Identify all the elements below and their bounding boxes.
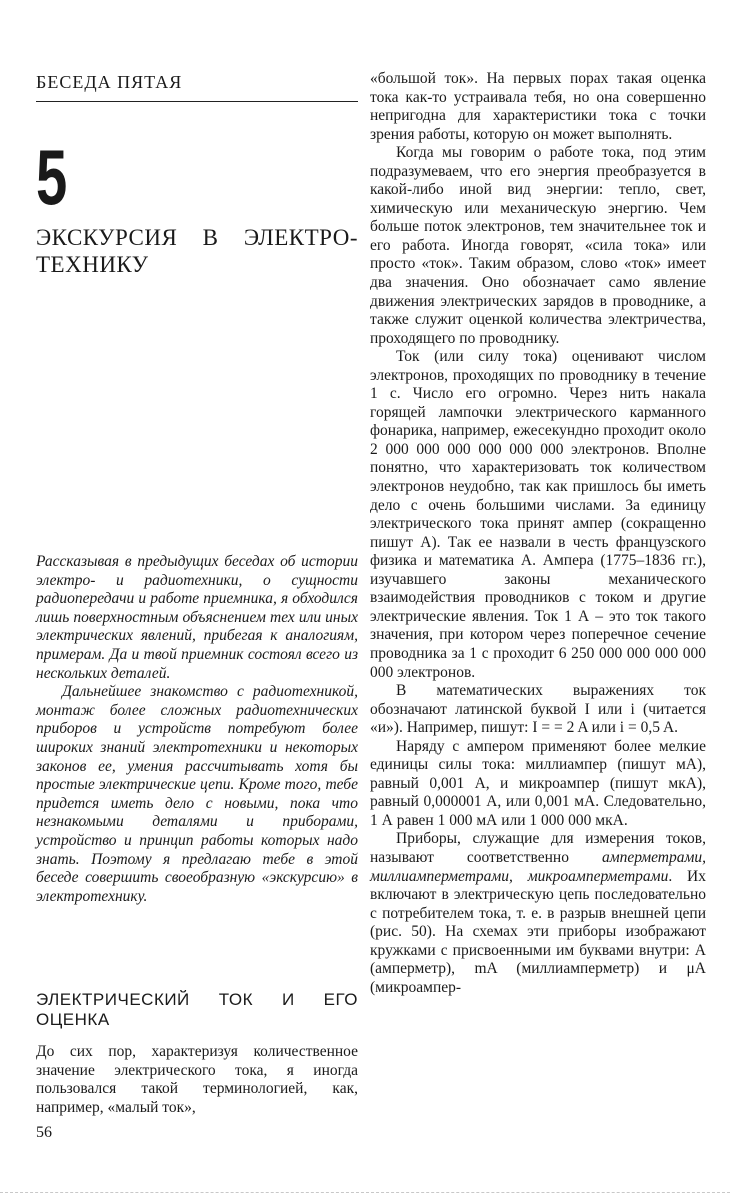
chapter-number: 5 (36, 133, 68, 221)
body-paragraph: Наряду с ампером применяют более мелкие единицы силы тока: миллиампер (пишут мА), равный 0,001 А, и микроампер (пишут мкА), равный 0,000001 А, или 0,001 мА. Следовательно, 1 А равен 1 000 мА или 1 000 000 мкА. (370, 737, 706, 829)
body-paragraph (370, 830, 706, 997)
right-column-text (370, 70, 706, 997)
chapter-intro (36, 553, 358, 906)
body-paragraph: В математических выражениях ток обозначают латинской буквой I или i (читается «и»). Например, пишут: I = = 2 A или i = 0,5 A. (370, 682, 706, 737)
left-body-text (36, 1043, 358, 1117)
page-number: 56 (36, 1124, 52, 1141)
text-run: Приборы, служащие для измерения токов, называют соответственно (370, 830, 706, 866)
chapter-title: ЭКСКУРСИЯ В ЭЛЕКТРО- ТЕХНИКУ (36, 225, 358, 277)
body-paragraph: Ток (или силу тока) оценивают числом электронов, проходящих по проводнику в течение 1 с. Число его огромно. Через нить накала горящей лампочки электрического карманного фонарика, например, ежесекундно проходит около 2 000 000 000 000 000 000 электронов. Вполне понятно, что характеризовать ток количеством электронов неудобно, так как пришлось бы иметь дело с очень большими числами. За единицу электрического тока принят ампер (сокращенно пишут А). Так ее назвали в честь французского физика и математика А. Ампера (1775–1836 гг.), изучавшего законы механического взаимодействия проводников с током и другие электрические явления. Ток 1 А – это ток такого значения, при котором через поперечное сечение проводника за 1 с проходит 6 250 000 000 000 000 000 электронов. (370, 348, 706, 681)
chapter-header (36, 60, 358, 278)
body-paragraph: Когда мы говорим о работе тока, под этим подразумеваем, что его энергия преобразуется в какой-либо иной вид энергии: тепло, свет, химическую или механическую энергию. Чем больше поток электронов, тем значительнее ток и его работа. Иногда говорят, «сила тока» или просто «ток». Таким образом, слово «ток» имеет два значения. Оно обозначает само явление движения электрических зарядов в проводнике, а также служит оценкой количества электричества, проходящего по проводнику. (370, 144, 706, 347)
section-heading: ЭЛЕКТРИЧЕСКИЙ ТОК И ЕГО ОЦЕНКА (36, 990, 358, 1029)
intro-paragraph: Дальнейшее знакомство с радиотехникой, монтаж более сложных радиотехнических приборов и устройств потребуют более широких знаний электротехники и некоторых законов ее, умения рассчитывать хотя бы простые электрические цепи. Кроме того, тебе придется иметь дело с новыми, пока что незнакомыми деталями и приборами, устройство и принцип работы которых надо знать. Поэтому я предлагаю тебе в этой беседе совершить своеобразную «экскурсию» в электротехнику. (36, 683, 358, 905)
intro-paragraph: Рассказывая в предыдущих беседах об истории электро- и радиотехники, о сущности радиопередачи и работе приемника, я обходился лишь поверхностным объяснением тех или иных электрических явлений, прибегая к аналогиям, примерам. Да и твой приемник состоял всего из нескольких деталей. (36, 553, 358, 682)
scan-edge-rule (0, 1192, 730, 1193)
text-run: . Их включают в электрическую цепь последовательно с потребителем тока, т. е. в разрыв внешней цепи (рис. 50). На схемах эти приборы изображают кружками с присвоенными им буквами внутри: А (амперметр), mA (миллиамперметр) и μA (микроампер- (370, 867, 706, 996)
italic-terms: амперметрами, миллиамперметрами, микроамперметрами (370, 848, 706, 885)
body-paragraph: До сих пор, характеризуя количественное значение электрического тока, я иногда пользовался такой терминологией, как, например, «малый ток», (36, 1043, 358, 1116)
body-paragraph: «большой ток». На первых порах такая оценка тока как-то устраивала тебя, но она совершенно непригодна для характеристики тока с точки зрения работы, которую он может выполнять. (370, 70, 706, 143)
running-head: БЕСЕДА ПЯТАЯ (36, 72, 358, 102)
